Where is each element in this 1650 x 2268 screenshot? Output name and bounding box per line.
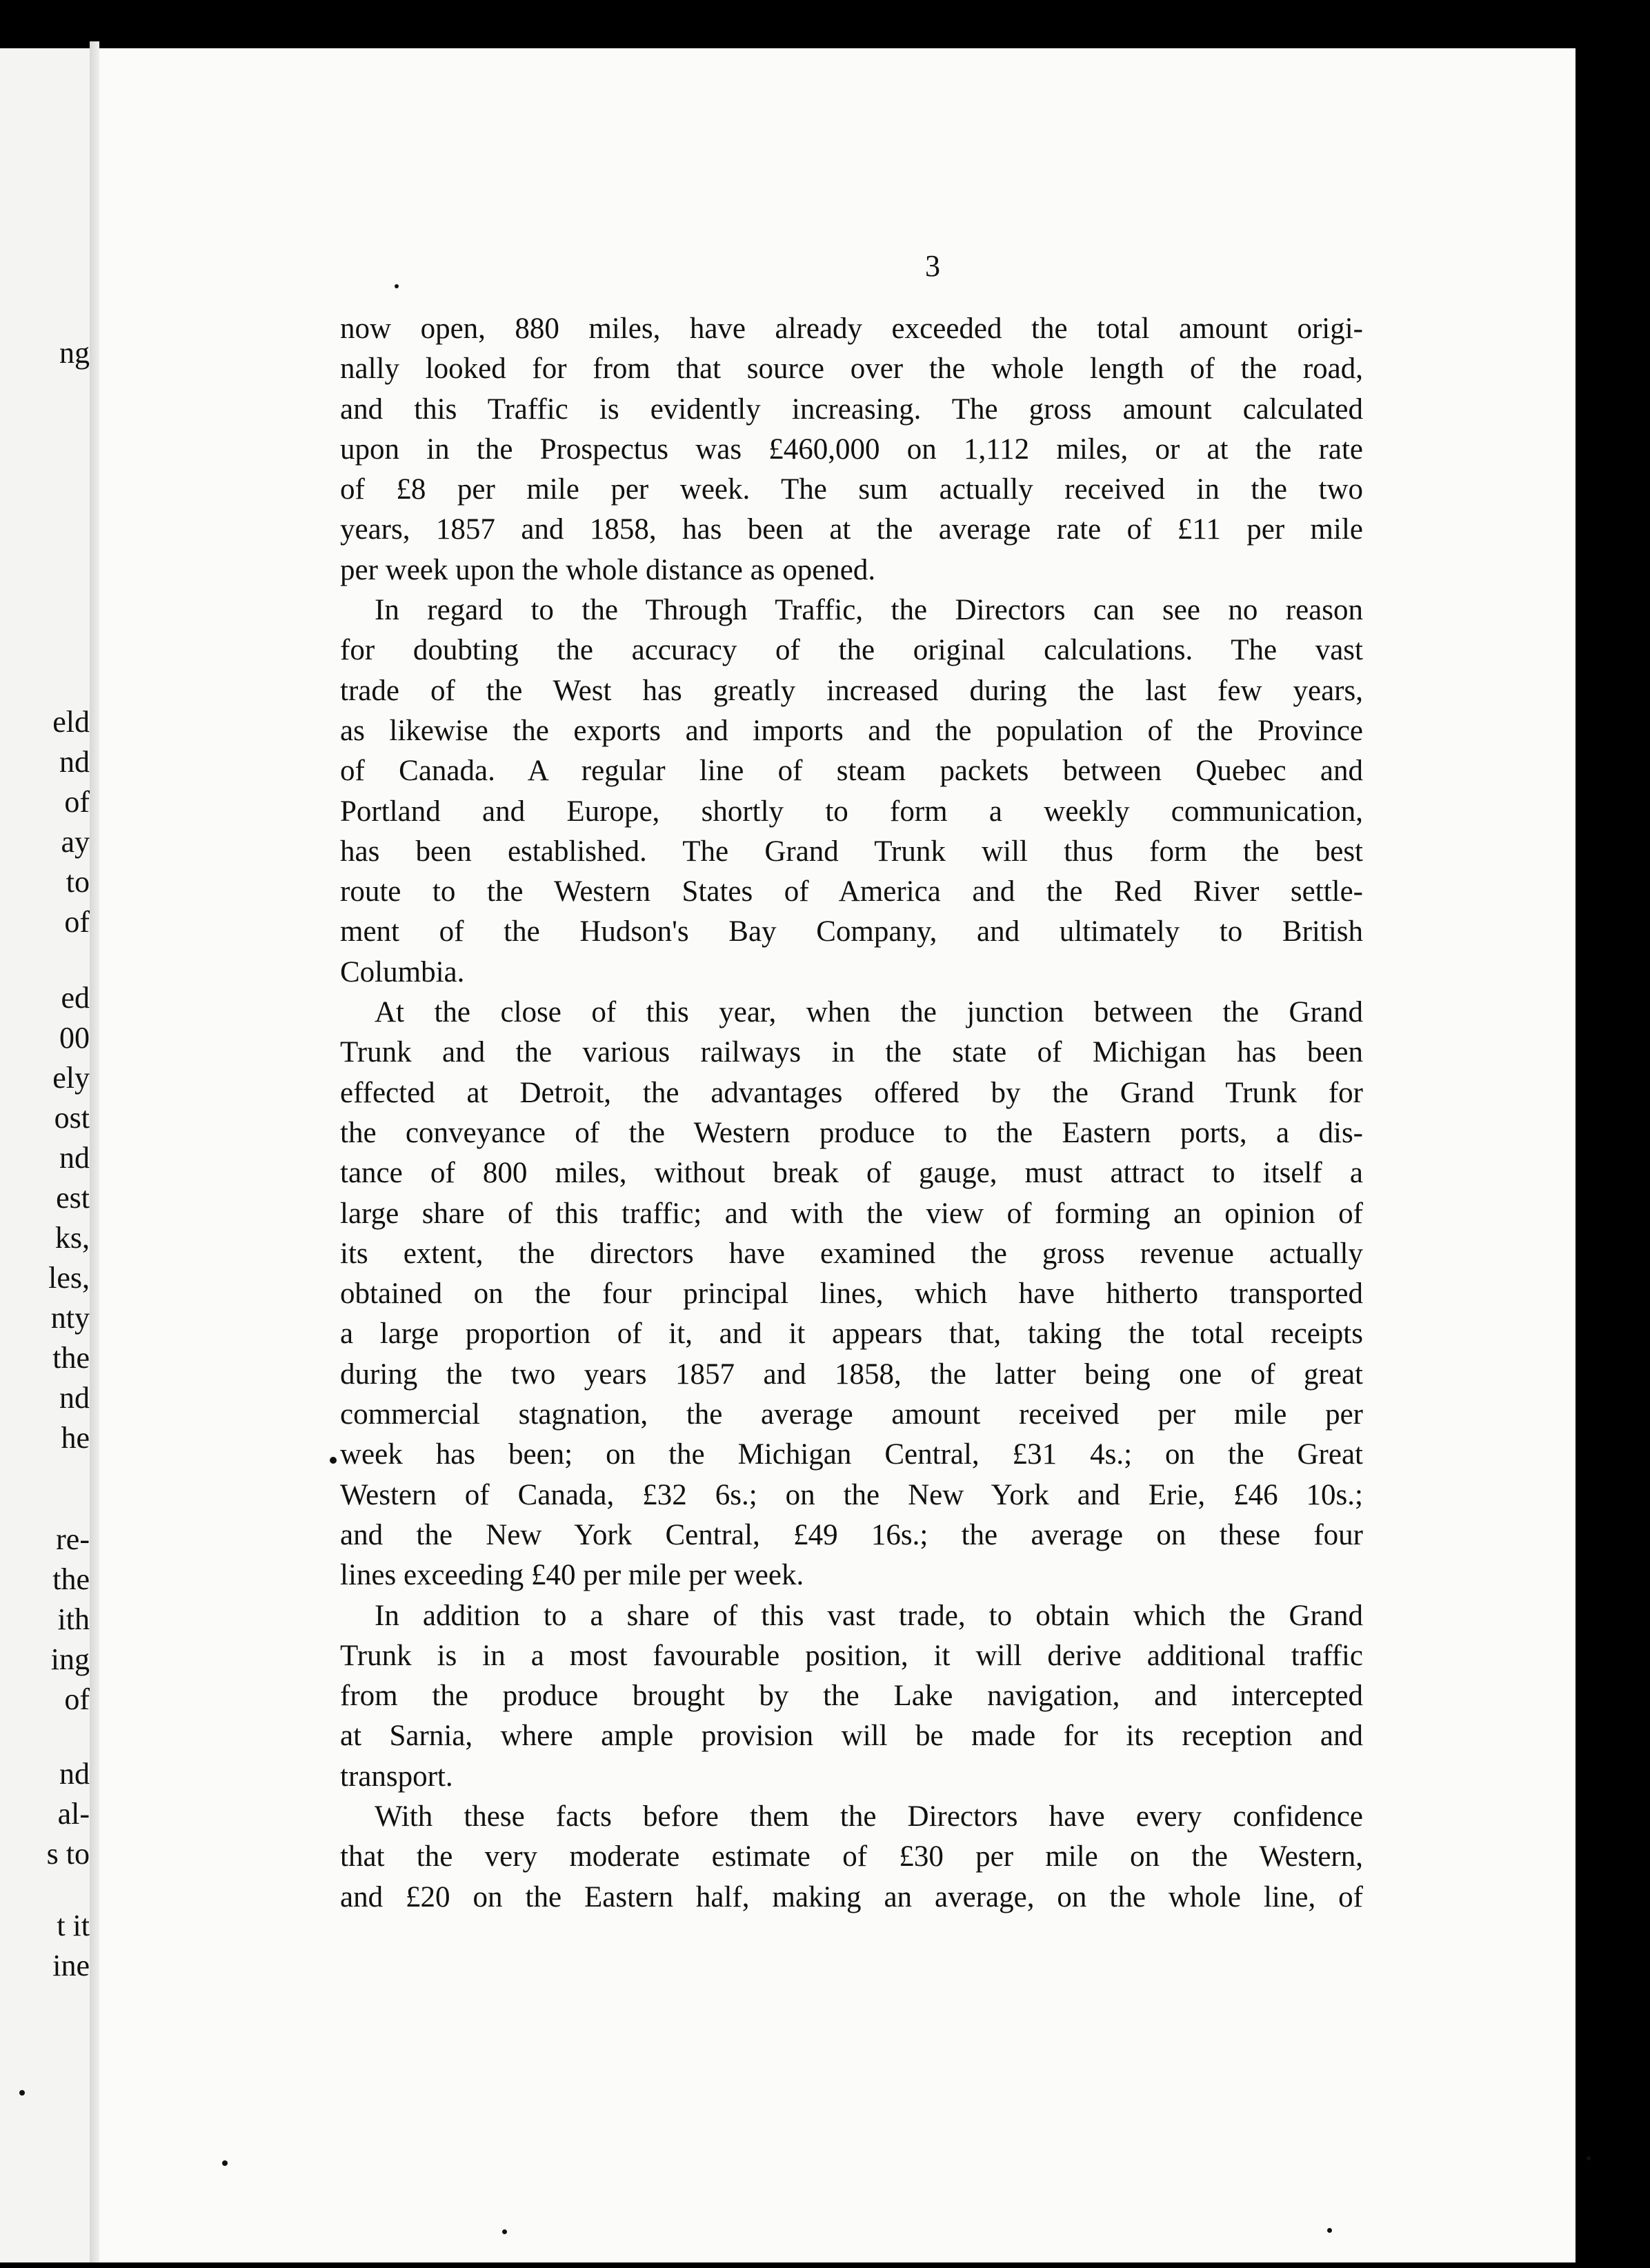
text-line: its extent, the directors have examined the gross revenue actually (340, 1237, 1363, 1270)
facing-page-fragment: al- (57, 1797, 90, 1831)
text-line: lines exceeding £40 per mile per week. (340, 1559, 804, 1592)
facing-page-fragment: eld (52, 705, 90, 739)
text-line: Columbia. (340, 955, 465, 988)
text-line: week has been; on the Michigan Central, £31 4s.; on the Great (340, 1438, 1363, 1471)
facing-page-fragment: the (52, 1341, 90, 1375)
facing-page-fragment: ine (52, 1949, 90, 1982)
text-line: Trunk and the various railways in the state of Michigan has been (340, 1036, 1363, 1069)
scan-speck (1327, 2228, 1332, 2233)
facing-page-fragment: s to (46, 1837, 90, 1871)
text-line: Western of Canada, £32 6s.; on the New York and Erie, £46 10s.; (340, 1478, 1363, 1511)
facing-page-fragment: t it (57, 1909, 90, 1942)
text-line: effected at Detroit, the advantages offered by the Grand Trunk for (340, 1076, 1363, 1109)
facing-page-fragment: ng (59, 336, 90, 370)
text-line: transport. (340, 1760, 453, 1793)
text-line: tance of 800 miles, without break of gauge, must attract to itself a (340, 1157, 1363, 1190)
text-line: ment of the Hudson's Bay Company, and ultimately to British (340, 915, 1363, 948)
paragraph-first-line: In addition to a share of this vast trade, to obtain which the Grand (375, 1599, 1363, 1632)
text-line: a large proportion of it, and it appears that, taking the total receipts (340, 1317, 1363, 1351)
text-line: years, 1857 and 1858, has been at the average rate of £11 per mile (340, 513, 1363, 546)
text-line: large share of this traffic; and with the view of forming an opinion of (340, 1197, 1363, 1230)
text-line: at Sarnia, where ample provision will be made for its reception and (340, 1720, 1363, 1753)
facing-page-fragment: re- (56, 1522, 90, 1556)
facing-page-fragment: ith (57, 1602, 90, 1636)
facing-page-fragment: he (61, 1421, 90, 1455)
text-line: trade of the West has greatly increased during the last few years, (340, 674, 1363, 707)
text-line: as likewise the exports and imports and the population of the Province (340, 714, 1363, 747)
facing-page-fragment: of (64, 785, 90, 819)
body-text (340, 309, 1363, 1918)
facing-page-fragment: nty (50, 1301, 90, 1335)
facing-page-fragment: the (52, 1562, 90, 1596)
text-line: from the produce brought by the Lake navigation, and intercepted (340, 1680, 1363, 1713)
facing-page-fragment: nd (59, 745, 90, 779)
text-line: during the two years 1857 and 1858, the latter being one of great (340, 1357, 1363, 1391)
text-line: Trunk is in a most favourable position, it will derive additional traffic (340, 1639, 1363, 1672)
text-line: route to the Western States of America and the Red River settle- (340, 875, 1363, 908)
facing-page-edge (0, 48, 90, 2262)
text-line: and the New York Central, £49 16s.; the average on these four (340, 1518, 1363, 1551)
page-number: 3 (925, 249, 940, 283)
scan-speck (395, 284, 399, 288)
facing-page-fragment: ost (54, 1101, 90, 1135)
facing-page-fragment: nd (59, 1141, 90, 1175)
text-line: that the very moderate estimate of £30 per mile on the Western, (340, 1840, 1363, 1873)
text-line: and this Traffic is evidently increasing. The gross amount calculated (340, 392, 1363, 426)
scan-speck (1587, 2156, 1591, 2160)
scan-speck (19, 2090, 25, 2096)
facing-page-fragment: est (56, 1181, 90, 1215)
text-line: has been established. The Grand Trunk will thus form the best (340, 835, 1363, 868)
text-line: Portland and Europe, shortly to form a weekly communication, (340, 795, 1363, 828)
text-line: commercial stagnation, the average amount received per mile per (340, 1398, 1363, 1431)
facing-page-fragment: les, (48, 1261, 90, 1295)
scan-speck (330, 1457, 337, 1464)
paragraph-first-line: In regard to the Through Traffic, the Directors can see no reason (375, 594, 1363, 627)
page-gutter (90, 41, 99, 2262)
facing-page-fragment: of (64, 905, 90, 939)
text-line: per week upon the whole distance as opened. (340, 553, 876, 586)
facing-page-fragment: to (66, 865, 90, 899)
text-line: obtained on the four principal lines, which have hitherto transported (340, 1277, 1363, 1311)
facing-page-fragment: ks, (54, 1221, 90, 1255)
facing-page-fragment: 00 (59, 1021, 90, 1055)
paragraph-first-line: At the close of this year, when the junction between the Grand (375, 996, 1363, 1029)
text-line: now open, 880 miles, have already exceeded the total amount origi- (340, 312, 1363, 345)
scan-speck (502, 2229, 507, 2234)
text-line: and £20 on the Eastern half, making an average, on the whole line, of (340, 1880, 1363, 1913)
facing-page-fragment: ay (61, 825, 90, 859)
facing-page-fragment: nd (59, 1757, 90, 1791)
facing-page-fragment: ed (61, 981, 90, 1015)
paragraph-first-line: With these facts before them the Directors have every confidence (375, 1800, 1363, 1833)
facing-page-fragment: of (64, 1682, 90, 1716)
text-line: of Canada. A regular line of steam packets between Quebec and (340, 755, 1363, 788)
text-line: the conveyance of the Western produce to the Eastern ports, a dis- (340, 1116, 1363, 1149)
text-line: for doubting the accuracy of the original calculations. The vast (340, 634, 1363, 667)
text-line: upon in the Prospectus was £460,000 on 1,112 miles, or at the rate (340, 432, 1363, 466)
text-line: of £8 per mile per week. The sum actually received in the two (340, 473, 1363, 506)
facing-page-fragment: ely (52, 1061, 90, 1095)
scan-speck (222, 2160, 228, 2166)
text-line: nally looked for from that source over the whole length of the road, (340, 352, 1363, 386)
facing-page-fragment: ing (50, 1642, 90, 1676)
facing-page-fragment: nd (59, 1381, 90, 1415)
